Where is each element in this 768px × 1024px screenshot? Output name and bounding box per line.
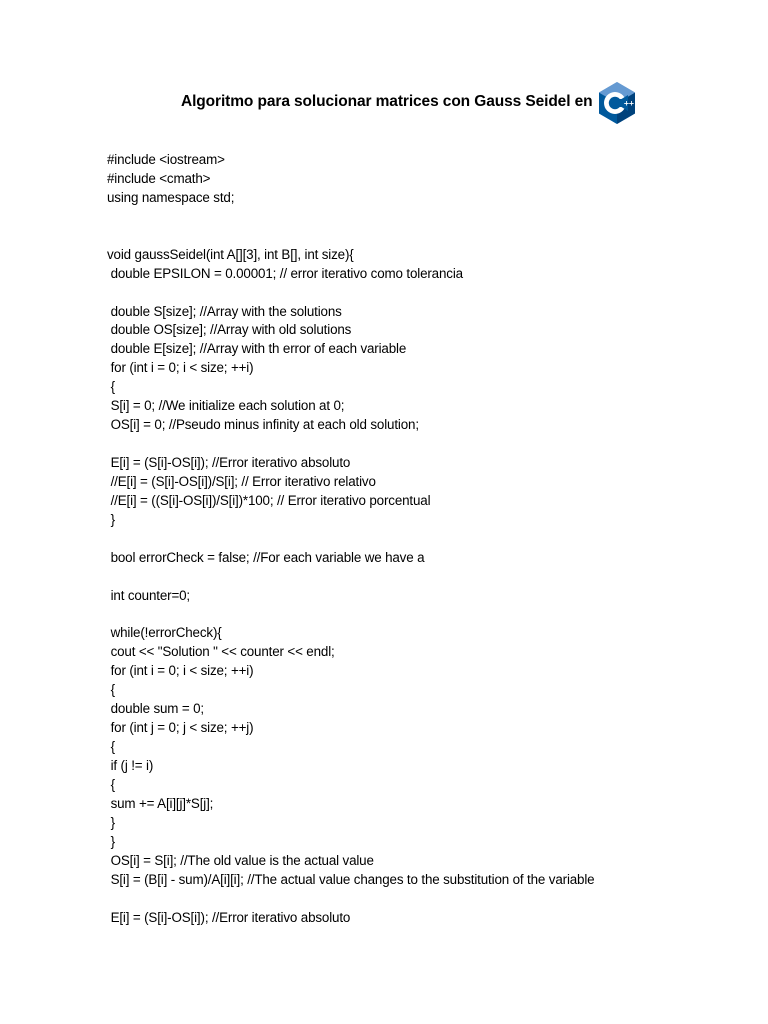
svg-text:+: + — [628, 99, 635, 108]
code-line: E[i] = (S[i]-OS[i]); //Error iterativo absoluto — [107, 909, 351, 925]
code-line: while(!errorCheck){ — [107, 625, 222, 641]
code-line: cout << "Solution " << counter << endl; — [107, 644, 335, 660]
code-line: OS[i] = 0; //Pseudo minus infinity at each old solution; — [107, 417, 419, 433]
code-line: //E[i] = ((S[i]-OS[i])/S[i])*100; // Error iterativo porcentual — [107, 492, 431, 508]
code-line — [107, 227, 727, 246]
code-line: double EPSILON = 0.00001; // error iterativo como tolerancia — [107, 265, 463, 281]
code-line: S[i] = (B[i] - sum)/A[i][i]; //The actual value changes to the substitution of the variable — [107, 871, 595, 887]
code-line — [107, 435, 727, 454]
code-line — [107, 606, 727, 625]
code-line: void gaussSeidel(int A[][3], int B[], int size){ — [107, 246, 354, 262]
code-line: OS[i] = S[i]; //The old value is the actual value — [107, 852, 374, 868]
code-line — [107, 568, 727, 587]
code-line: double S[size]; //Array with the solutions — [107, 303, 342, 319]
code-line: } — [107, 511, 115, 527]
code-block — [107, 151, 727, 927]
page-title: Algoritmo para solucionar matrices con Gauss Seidel en — [181, 93, 593, 110]
code-line — [107, 530, 727, 549]
code-line: S[i] = 0; //We initialize each solution at 0; — [107, 398, 345, 414]
code-line — [107, 208, 727, 227]
code-line: } — [107, 833, 115, 849]
code-line: sum += A[i][j]*S[j]; — [107, 795, 214, 811]
code-line: } — [107, 814, 115, 830]
code-line: for (int i = 0; i < size; ++i) — [107, 360, 254, 376]
code-line: #include <iostream> — [107, 152, 225, 167]
code-line: for (int i = 0; i < size; ++i) — [107, 663, 254, 679]
code-line — [107, 890, 727, 909]
code-line: { — [107, 379, 115, 395]
code-line: double sum = 0; — [107, 701, 204, 717]
code-line: bool errorCheck = false; //For each variable we have a — [107, 549, 425, 565]
code-line: { — [107, 739, 115, 755]
code-line: { — [107, 682, 115, 698]
code-line: int counter=0; — [107, 587, 190, 603]
svg-text:+: + — [623, 99, 630, 108]
cplusplus-logo-icon — [594, 80, 640, 126]
code-line: #include <cmath> — [107, 170, 211, 186]
code-line: using namespace std; — [107, 189, 235, 205]
code-line: { — [107, 776, 115, 792]
code-line: double E[size]; //Array with th error of each variable — [107, 341, 407, 357]
code-line: //E[i] = (S[i]-OS[i])/S[i]; // Error iterativo relativo — [107, 473, 376, 489]
code-line: double OS[size]; //Array with old solutions — [107, 322, 352, 338]
code-line: E[i] = (S[i]-OS[i]); //Error iterativo absoluto — [107, 455, 351, 470]
code-line: for (int j = 0; j < size; ++j) — [107, 720, 254, 736]
title-row — [0, 80, 768, 128]
code-line: if (j != i) — [107, 758, 154, 773]
code-line — [107, 284, 727, 303]
